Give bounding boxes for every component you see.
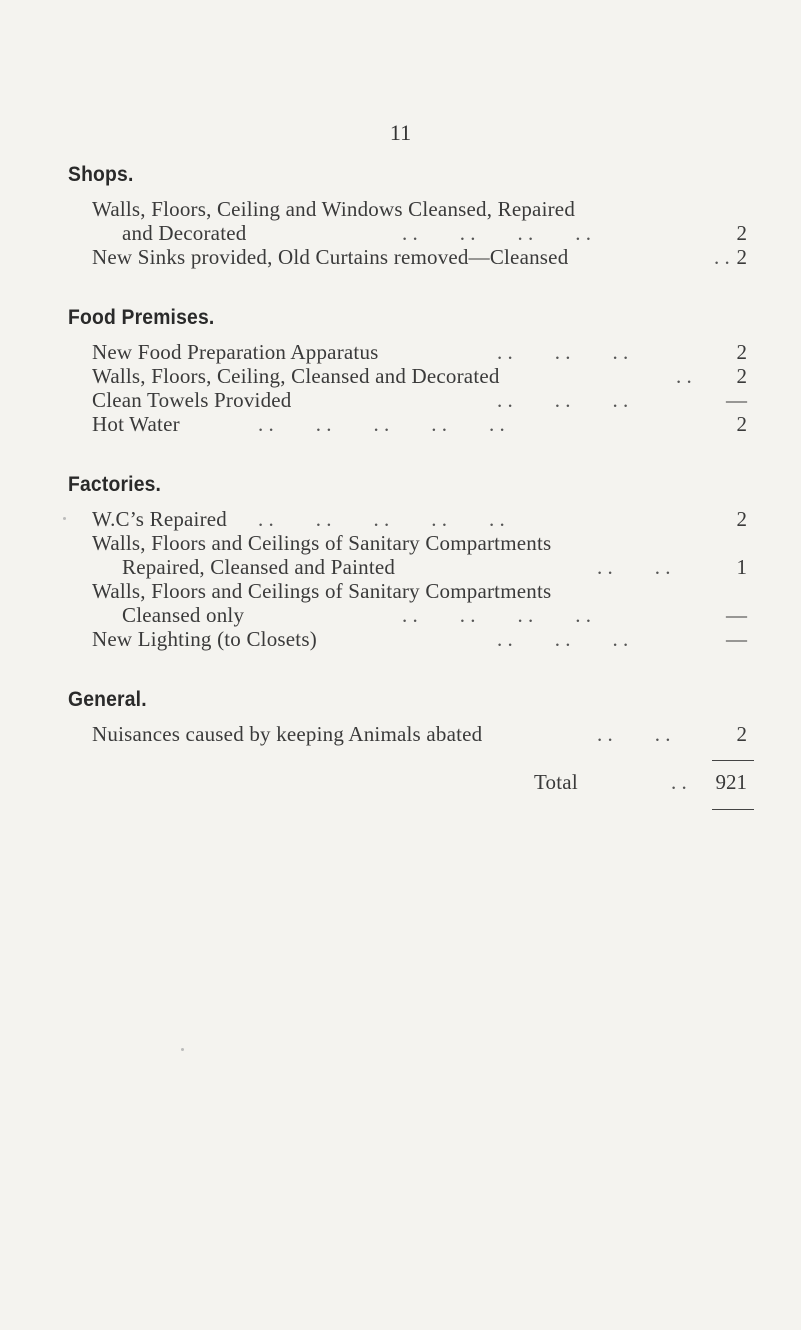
entry-text-line1: Walls, Floors, Ceiling and Windows Cleansed, Repaired [92, 197, 576, 221]
total-leader-dots: . . [671, 770, 687, 794]
entry-value: 2 [736, 364, 747, 388]
entry-text-line1: Walls, Floors, Ceiling, Cleansed and Decorated [92, 364, 500, 388]
entry-text-line1: Walls, Floors and Ceilings of Sanitary Compartments [92, 531, 552, 555]
entry-value: — [726, 388, 747, 412]
total-value: 921 [715, 770, 747, 794]
entry-value: 2 [736, 507, 747, 531]
entry-value: 2 [736, 412, 747, 436]
leader-dots: . . . . . . . . [402, 603, 591, 627]
section-heading-food-premises: Food Premises. [68, 306, 215, 329]
entry-value: 1 [736, 555, 747, 579]
total-label: Total [534, 770, 578, 794]
paper-speck [63, 517, 66, 520]
entry-value: 2 [736, 722, 747, 746]
entry-text-line1: Walls, Floors and Ceilings of Sanitary Compartments [92, 579, 552, 603]
leader-dots: . . . . . . [497, 388, 629, 412]
entry-text-line1: Hot Water [92, 412, 180, 436]
entry-text-line1: Nuisances caused by keeping Animals abated [92, 722, 483, 746]
section-heading-general: General. [68, 688, 147, 711]
entry-value: — [726, 627, 747, 651]
page-number: 11 [389, 120, 412, 145]
section-heading-shops: Shops. [68, 163, 134, 186]
leader-dots: . . . . . . . . [402, 221, 591, 245]
entry-text-line2: and Decorated [122, 221, 247, 245]
entry-text-line1: New Food Preparation Apparatus [92, 340, 379, 364]
leader-dots: . . . . . . [497, 340, 629, 364]
leader-dots: . . . . . . [497, 627, 629, 651]
entry-text-line1: Clean Towels Provided [92, 388, 292, 412]
total-bottom-rule [712, 809, 754, 810]
entry-text-line2: Cleansed only [122, 603, 245, 627]
entry-value: — [726, 603, 747, 627]
leader-dots: . . . . . . . . . . [258, 507, 505, 531]
entry-text-line2: Repaired, Cleansed and Painted [122, 555, 396, 579]
leader-dots: . . [714, 245, 730, 269]
leader-dots: . . . . . . . . . . [258, 412, 505, 436]
paper-speck [181, 1048, 184, 1051]
total-top-rule [712, 760, 754, 761]
leader-dots: . . . . [597, 722, 671, 746]
entry-value: 2 [736, 221, 747, 245]
section-heading-factories: Factories. [68, 473, 162, 496]
leader-dots: . . [676, 364, 692, 388]
entry-value: 2 [736, 245, 747, 269]
entry-value: 2 [736, 340, 747, 364]
entry-text-line1: New Lighting (to Closets) [92, 627, 317, 651]
leader-dots: . . . . [597, 555, 671, 579]
entry-text-line1: New Sinks provided, Old Curtains removed—Cleansed [92, 245, 569, 269]
entry-text-line1: W.C’s Repaired [92, 507, 228, 531]
